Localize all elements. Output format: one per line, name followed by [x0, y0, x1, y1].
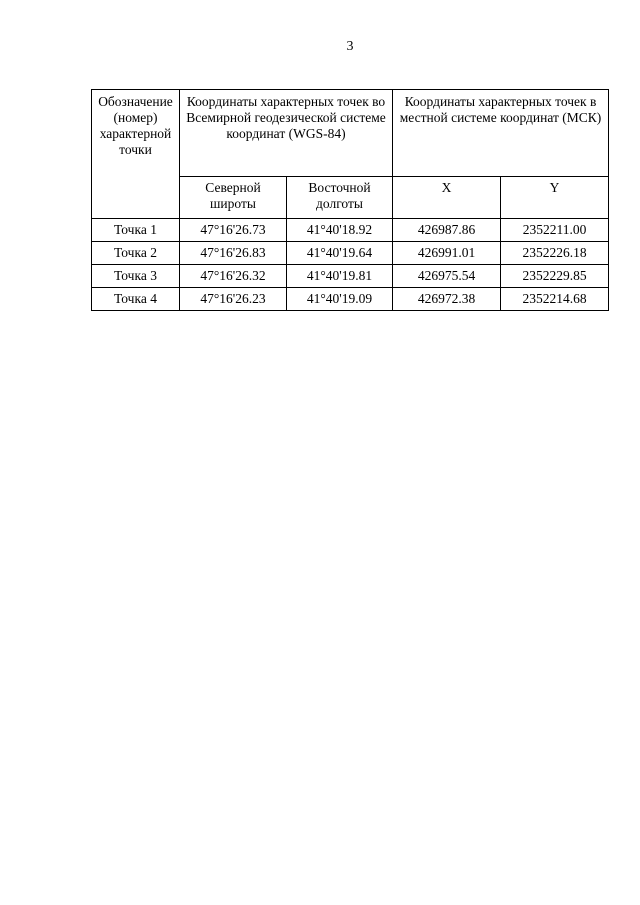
cell-x: 426987.86 — [393, 219, 501, 242]
cell-point: Точка 4 — [92, 288, 180, 311]
header-wgs84-coordinates: Координаты характерных точек во Всемирной геодезической системе координат (WGS-84) — [180, 90, 393, 177]
cell-x: 426975.54 — [393, 265, 501, 288]
cell-latitude: 47°16'26.73 — [180, 219, 287, 242]
header-msk-coordinates: Координаты характерных точек в местной системе координат (МСК) — [393, 90, 609, 177]
page-number: 3 — [346, 39, 354, 54]
header-x: X — [393, 177, 501, 219]
cell-longitude: 41°40'19.09 — [287, 288, 393, 311]
cell-y: 2352214.68 — [501, 288, 609, 311]
table-row — [92, 265, 609, 288]
cell-point: Точка 3 — [92, 265, 180, 288]
cell-y: 2352226.18 — [501, 242, 609, 265]
table-row — [92, 219, 609, 242]
table-row — [92, 242, 609, 265]
cell-x: 426991.01 — [393, 242, 501, 265]
coordinates-table — [91, 89, 609, 311]
cell-longitude: 41°40'18.92 — [287, 219, 393, 242]
header-east-longitude: Восточной долготы — [287, 177, 393, 219]
cell-y: 2352229.85 — [501, 265, 609, 288]
header-north-latitude: Северной широты — [180, 177, 287, 219]
cell-latitude: 47°16'26.83 — [180, 242, 287, 265]
cell-latitude: 47°16'26.23 — [180, 288, 287, 311]
table-row — [92, 288, 609, 311]
cell-y: 2352211.00 — [501, 219, 609, 242]
cell-longitude: 41°40'19.64 — [287, 242, 393, 265]
cell-longitude: 41°40'19.81 — [287, 265, 393, 288]
header-y: Y — [501, 177, 609, 219]
cell-point: Точка 2 — [92, 242, 180, 265]
cell-point: Точка 1 — [92, 219, 180, 242]
cell-latitude: 47°16'26.32 — [180, 265, 287, 288]
header-point-designation: Обозначение (номер) характерной точки — [92, 90, 180, 219]
cell-x: 426972.38 — [393, 288, 501, 311]
